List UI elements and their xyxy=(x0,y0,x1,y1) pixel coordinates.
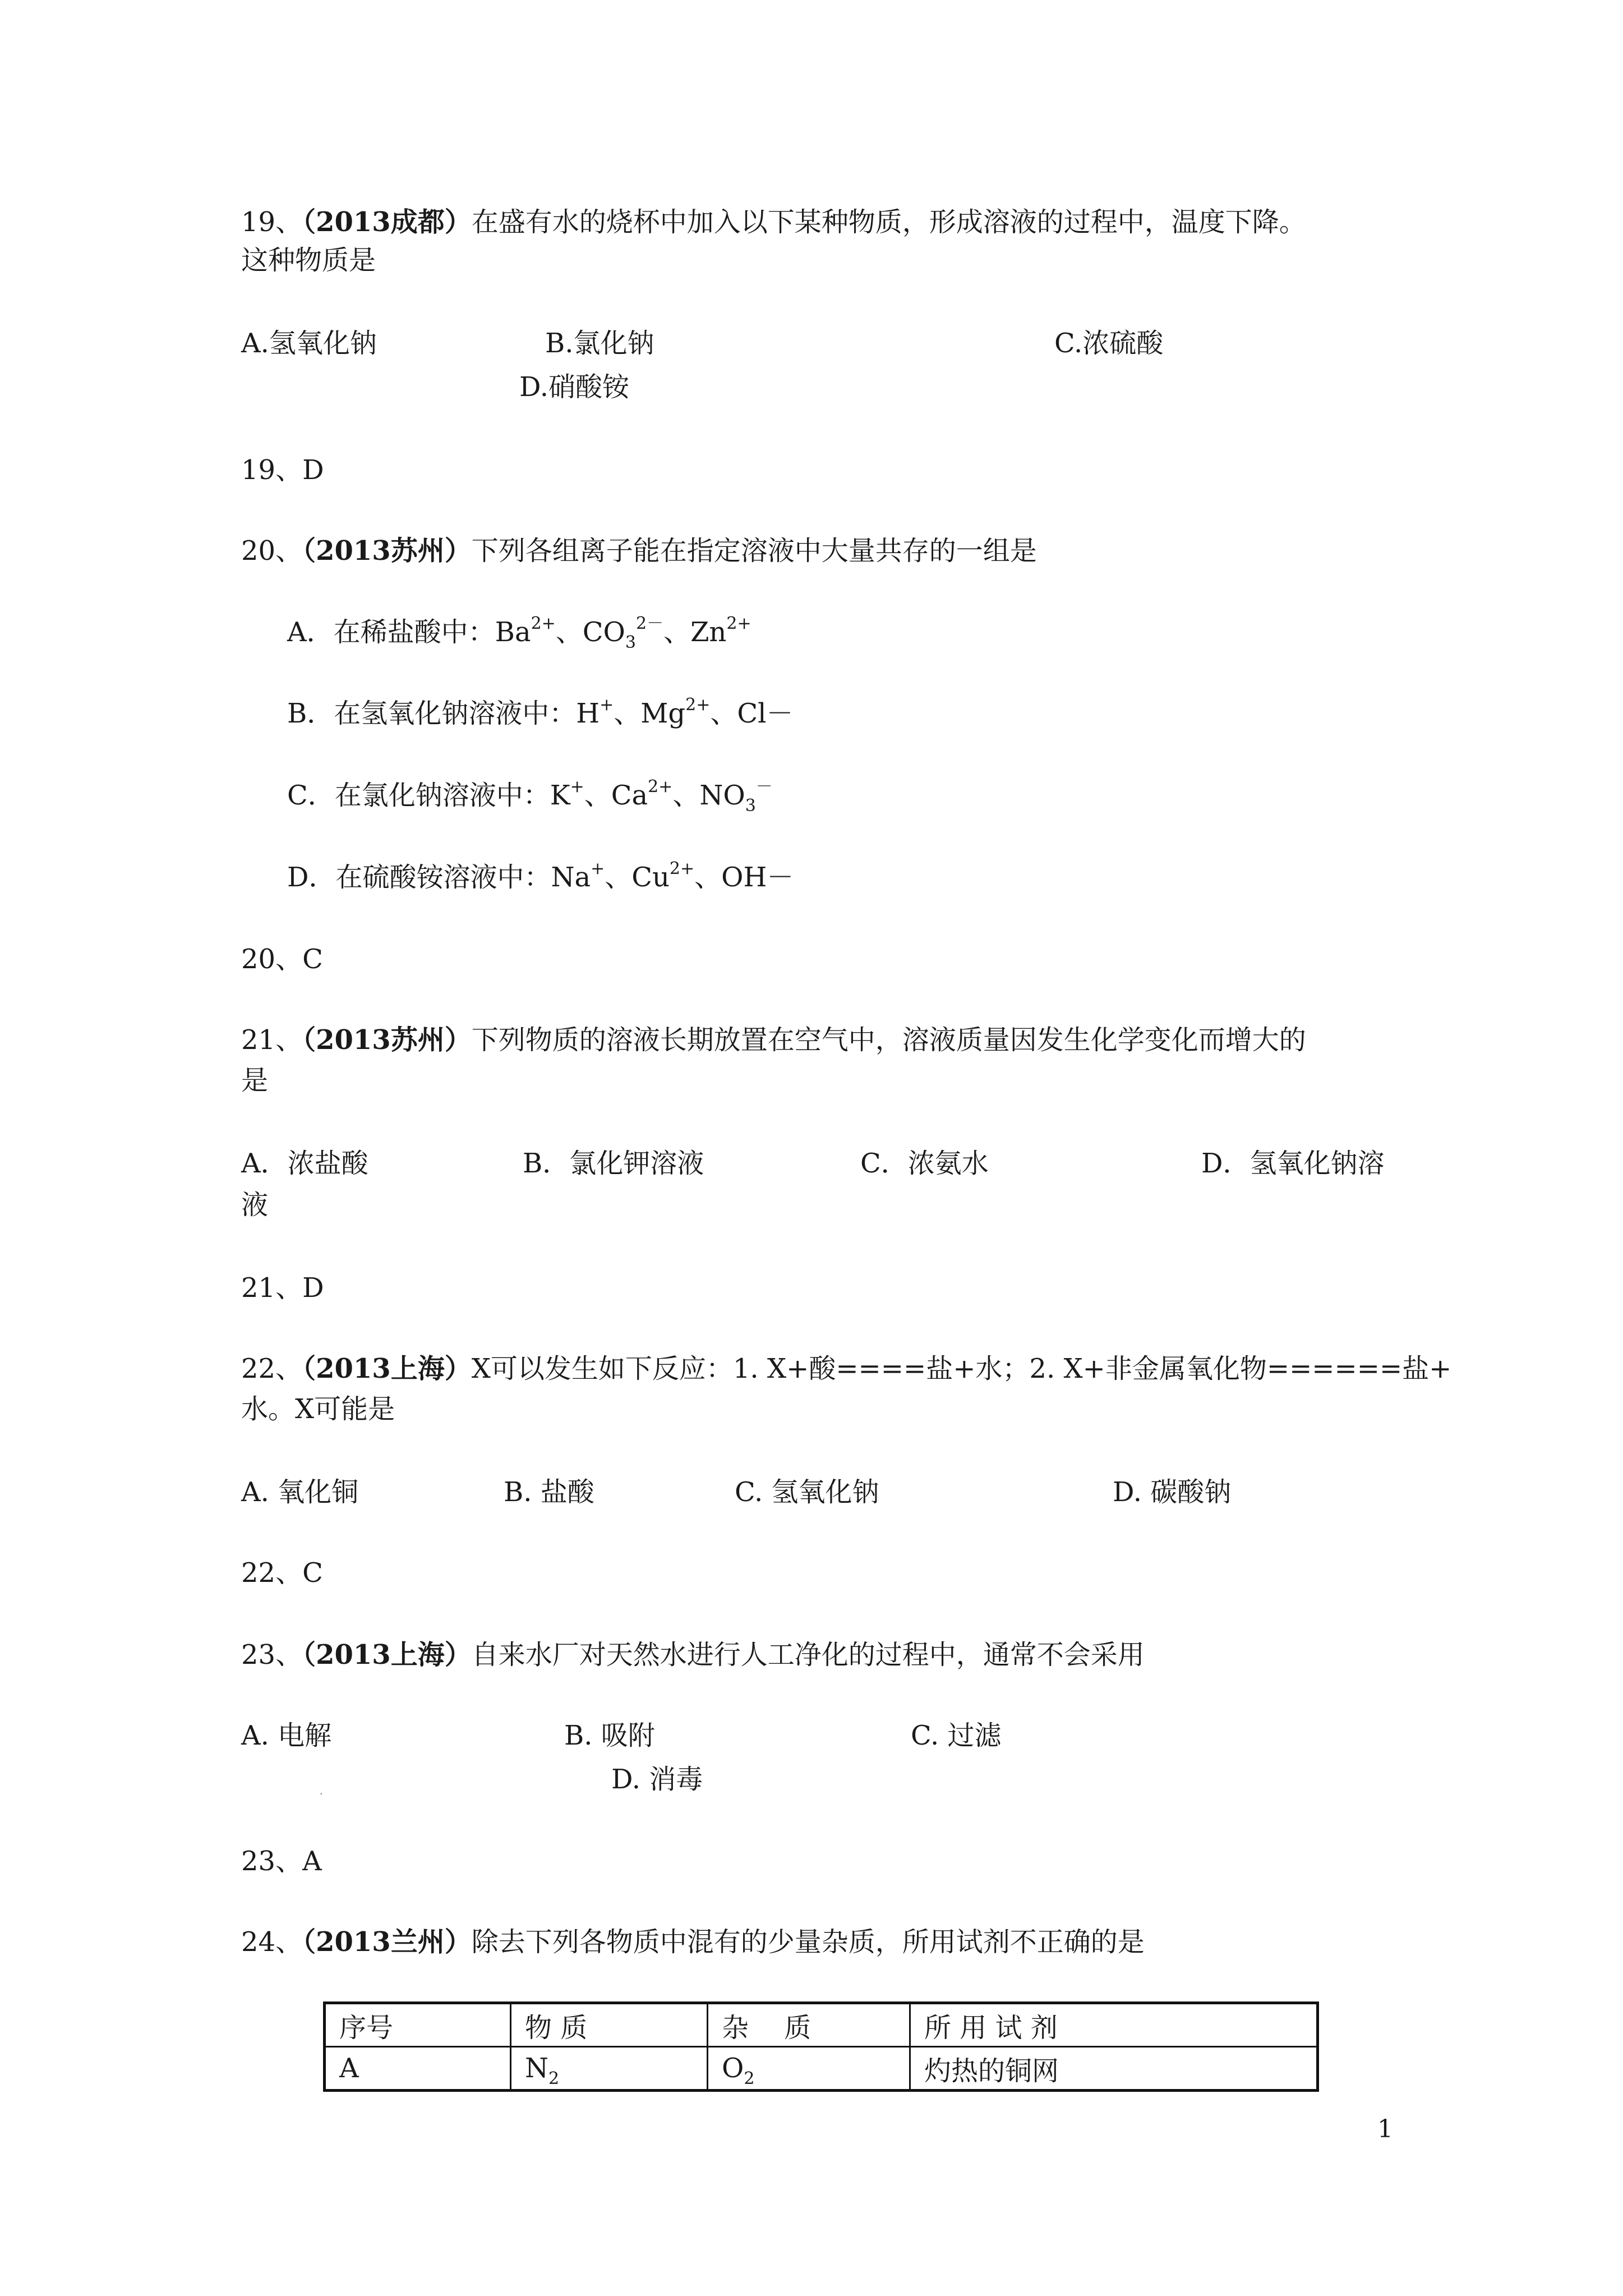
impurity-table xyxy=(323,2001,1319,2092)
q19-option-b: B.氯化钠 xyxy=(545,328,654,359)
q20-answer: 20、C xyxy=(241,944,323,975)
table-cell-substance: $N_2$ xyxy=(511,2047,708,2091)
question-20-stem: 20、（2013苏州）下列各组离子能在指定溶液中大量共存的一组是 xyxy=(241,535,1037,567)
page-number: 1 xyxy=(1377,2115,1393,2143)
question-19-stem-cont: 这种物质是 xyxy=(241,245,376,276)
q19-option-c: C.浓硫酸 xyxy=(1054,328,1164,359)
question-24-stem: 24、（2013兰州）除去下列各物质中混有的少量杂质，所用试剂不正确的是 xyxy=(241,1926,1145,1958)
question-23-stem: 23、（2013上海）自来水厂对天然水进行人工净化的过程中，通常不会采用 xyxy=(241,1639,1145,1671)
q21-option-d-wrap: 液 xyxy=(241,1189,269,1221)
q20-option-b: B．在氢氧化钠溶液中：H+、$Mg^{2+}$、Cl－ xyxy=(287,695,794,729)
q23-option-c: C. 过滤 xyxy=(911,1720,1002,1751)
table-row xyxy=(325,2047,1318,2091)
q21-option-d: D．氢氧化钠溶 xyxy=(1201,1148,1385,1179)
q22-option-c: C. 氢氧化钠 xyxy=(735,1476,879,1508)
question-22-stem: 22、（2013上海）X可以发生如下反应：1. X+酸====盐+水；2. X+非金属氧化物======盐+ xyxy=(241,1353,1452,1384)
q19-option-d: D.硝酸铵 xyxy=(519,371,630,403)
table-header-cell: 杂 质 xyxy=(708,2003,910,2047)
stray-mark: · xyxy=(320,1788,323,1800)
q21-option-a: A．浓盐酸 xyxy=(241,1148,368,1179)
q20-option-c: C．在氯化钠溶液中：K+、$Ca^{2+}$、$NO_3^-$ xyxy=(287,777,773,816)
q19-answer: 19、D xyxy=(241,454,324,486)
q21-option-b: B．氯化钾溶液 xyxy=(523,1148,704,1179)
question-19-stem: 19、（2013成都）在盛有水的烧杯中加入以下某种物质，形成溶液的过程中，温度下降。 xyxy=(241,206,1306,238)
table-cell-impurity: $O_2$ xyxy=(708,2047,910,2091)
q22-option-a: A. 氧化铜 xyxy=(241,1476,359,1508)
q21-answer: 21、D xyxy=(241,1272,324,1304)
q19-option-a: A.氢氧化钠 xyxy=(241,328,377,359)
question-22-stem-cont: 水。X可能是 xyxy=(241,1393,395,1425)
q22-option-b: B. 盐酸 xyxy=(504,1476,594,1508)
table-cell-reagent: 灼热的铜网 xyxy=(910,2047,1318,2091)
q23-answer: 23、A xyxy=(241,1846,322,1877)
q23-option-b: B. 吸附 xyxy=(564,1720,655,1751)
q20-option-a: A．在稀盐酸中：$Ba^{2+}$、$CO_3^{2-}$、$Zn^{2+}$ xyxy=(287,614,751,652)
q21-option-c: C．浓氨水 xyxy=(860,1148,989,1179)
q22-answer: 22、C xyxy=(241,1557,323,1589)
q20-option-d: D．在硫酸铵溶液中：Na+、$Cu^{2+}$、OH－ xyxy=(287,859,794,893)
question-21-stem-cont: 是 xyxy=(241,1065,269,1096)
table-header-cell: 所 用 试 剂 xyxy=(910,2003,1318,2047)
q22-option-d: D. 碳酸钠 xyxy=(1113,1476,1232,1508)
table-header-row xyxy=(325,2003,1318,2047)
q23-option-a: A. 电解 xyxy=(241,1720,332,1751)
table-cell-seq: A xyxy=(325,2047,511,2091)
question-21-stem: 21、（2013苏州）下列物质的溶液长期放置在空气中，溶液质量因发生化学变化而增大的 xyxy=(241,1024,1306,1056)
table-header-cell: 物 质 xyxy=(511,2003,708,2047)
table-header-cell: 序号 xyxy=(325,2003,511,2047)
q23-option-d: D. 消毒 xyxy=(611,1764,703,1795)
